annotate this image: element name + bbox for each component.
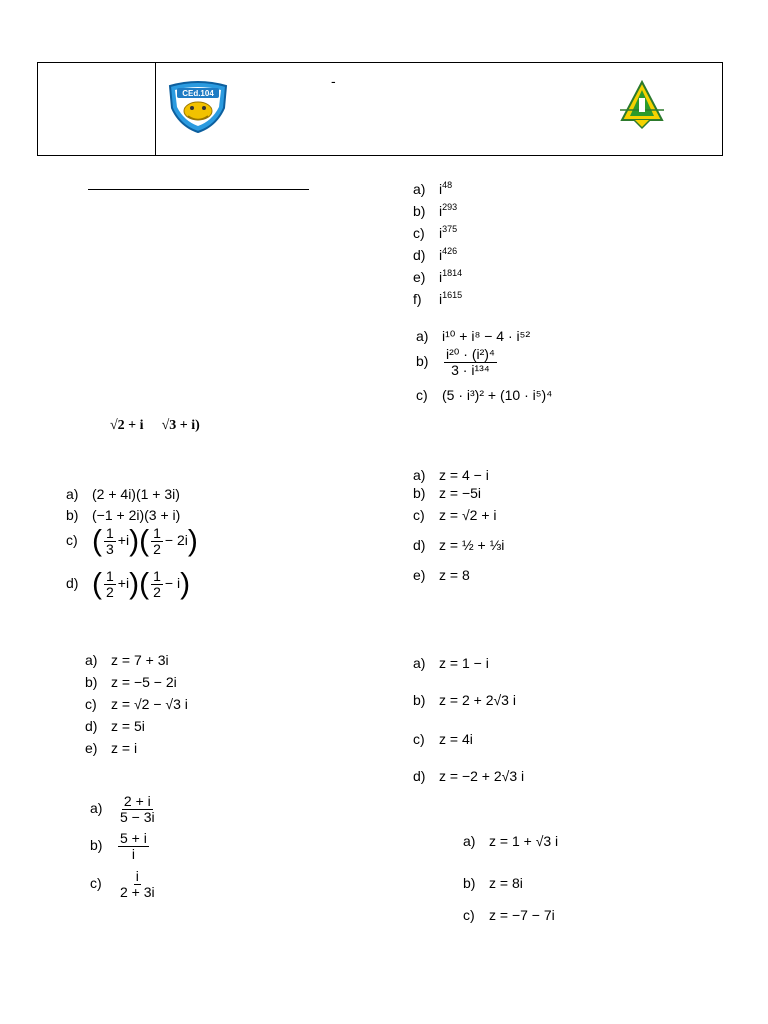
list-item: f) $i^{1615}$: [413, 290, 463, 307]
quotient-c: c) $\frac{i}{2 + 3i}$: [90, 868, 155, 900]
school-crest-logo: [166, 80, 230, 134]
expr-b-fraction: $\frac{\text{i²⁰ · (i²)⁴}}{\text{3 · i¹³⁴}}$: [446, 346, 495, 378]
district-emblem-logo: [618, 80, 666, 130]
list-item: c) z = √2 − √3 i: [85, 696, 188, 712]
list-item: c) z = √2 + i: [413, 507, 497, 523]
list-item: c) $i^{375}$: [413, 224, 458, 241]
product-d: d) ( $\frac{1}{2}$ +i)( $\frac{1}{2}$ − i): [66, 567, 191, 601]
list-item: e) z = 8: [413, 567, 470, 583]
expr-c: c) (5 · i³)² + (10 · i⁵)⁴: [416, 387, 553, 403]
logo-text: CEd.104: [182, 89, 214, 98]
list-item: b) z = −5 − 2i: [85, 674, 177, 690]
sqrt-example: √2 + i √3 + i): [110, 418, 200, 433]
z-set-4-b: b) z = 8i: [463, 875, 523, 891]
header-dash: -: [331, 73, 336, 89]
z-set-3-d: d) z = −2 + 2√3 i: [413, 768, 525, 784]
name-line: [88, 189, 309, 190]
z-set-2: [85, 651, 188, 757]
list-item: a) z = 4 − i: [413, 467, 489, 483]
list-item: a) $i^{48}$: [413, 180, 453, 197]
expr-a: a) i¹⁰ + i⁸ − 4 · i⁵²: [416, 328, 531, 344]
list-item: e) z = i: [85, 740, 138, 756]
list-item: e) $i^{1814}$: [413, 268, 463, 285]
z-set-3-a: a) z = 1 − i: [413, 655, 489, 671]
quotient-b: b) $\frac{5 + i}{i}$: [90, 830, 147, 862]
header-divider: [155, 62, 156, 156]
powers-list: [413, 176, 462, 308]
z-set-4-a: a) z = 1 + √3 i: [463, 833, 559, 849]
product-b: b) (−1 + 2i)(3 + i): [66, 507, 181, 523]
list-item: d) z = 5i: [85, 718, 145, 734]
product-a: a) (2 + 4i)(1 + 3i): [66, 486, 180, 502]
product-c: c) ( $\frac{1}{3}$ +i)( $\frac{1}{2}$ − 2i): [66, 524, 198, 558]
list-item: b) z = −5i: [413, 485, 482, 501]
quotient-a: a) $\frac{2 + i}{5 - 3i}$: [90, 793, 155, 825]
list-item: d) z = ½ + ⅓i: [413, 537, 505, 553]
z-set-3-c: c) z = 4i: [413, 731, 473, 747]
z-set-4-c: c) z = −7 − 7i: [463, 907, 555, 923]
expr-b: b) $\frac{\text{i²⁰ · (i²)⁴}}{\text{3 · i¹³⁴}}$: [416, 346, 495, 378]
list-item: a) z = 7 + 3i: [85, 652, 169, 668]
list-item: b) $i^{293}$: [413, 202, 458, 219]
list-item: d) $i^{426}$: [413, 246, 458, 263]
z-set-3-b: b) z = 2 + 2√3 i: [413, 692, 516, 708]
z-set-1: [413, 466, 504, 584]
